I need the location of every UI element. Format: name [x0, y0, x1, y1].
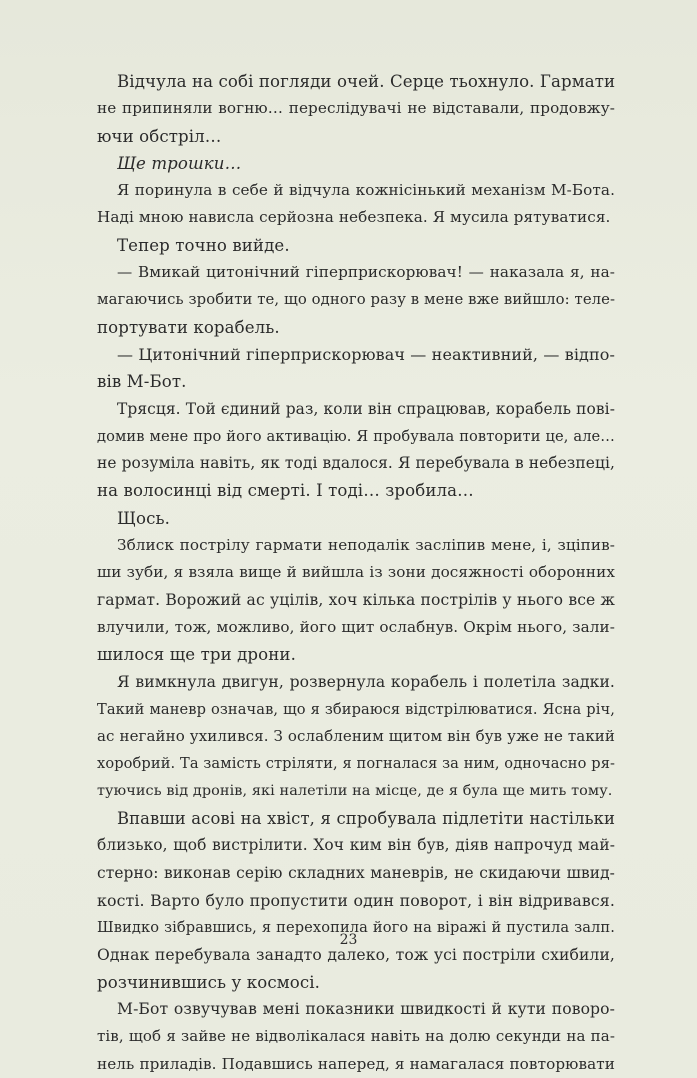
text-line: нель приладів. Подавшись наперед, я намагалася повторювати — [97, 1054, 615, 1073]
text-line: ючи обстріл… — [97, 126, 222, 146]
text-line: — Вмикай цитонічний гіперприскорювач! — наказала я, на- — [117, 263, 615, 282]
text-line: гармат. Ворожий ас уцілів, хоч кілька пострілів у нього все ж — [97, 590, 615, 609]
text-line: магаючись зробити те, що одного разу в мене вже вийшло: теле- — [97, 291, 615, 309]
text-line: близько, щоб вистрілити. Хоч ким він був, діяв напрочуд май- — [97, 836, 615, 855]
text-line: ши зуби, я взяла вище й вийшла із зони досяжності оборонних — [97, 563, 615, 582]
text-line: Відчула на собі погляди очей. Серце тьохнуло. Гармати — [117, 72, 615, 91]
text-line: Тепер точно вийде. — [117, 235, 290, 255]
text-line: Впавши асові на хвіст, я спробувала підлетіти настільки — [117, 809, 615, 829]
text-line: тів, щоб я зайве не відволікалася навіть на долю секунди на па- — [97, 1027, 615, 1046]
text-line: ас негайно ухилився. З ослабленим щитом він був уже не такий — [97, 727, 615, 746]
text-line: стерно: виконав серію складних маневрів, не скидаючи швид- — [97, 863, 615, 882]
text-line: влучили, тож, можливо, його щит ослабнув. Окрім нього, зали- — [97, 617, 615, 636]
text-line: портувати корабель. — [97, 317, 280, 337]
text-line: домив мене про його активацію. Я пробувала повторити це, але… — [97, 427, 615, 445]
text-line: Я поринула в себе й відчула кожнісінький механізм М-Бота. — [117, 181, 615, 200]
text-line: — Цитонічний гіперприскорювач — неактивний, — відпо- — [117, 344, 615, 364]
text-line: Однак перебувала занадто далеко, тож усі постріли схибили, — [97, 945, 615, 964]
body-text — [97, 68, 615, 1078]
text-line: Швидко зібравшись, я перехопила його на віражі й пустила залп. — [97, 919, 615, 937]
text-line: туючись від дронів, які налетіли на місце, де я була ще мить тому. — [97, 782, 613, 799]
text-line: Трясця. Той єдиний раз, коли він спрацював, корабель пові- — [117, 399, 615, 418]
text-line: Щось. — [117, 508, 171, 528]
text-line: кості. Варто було пропустити один поворот, і він відривався. — [97, 890, 615, 910]
text-line: на волосинці від смерті. І тоді… зробила… — [97, 481, 474, 501]
text-line: не розуміла навіть, як тоді вдалося. Я перебувала в небезпеці, — [97, 454, 615, 473]
text-line: Я вимкнула двигун, розвернула корабель і полетіла задки. — [117, 672, 615, 691]
text-line: Ще трошки… — [117, 153, 242, 173]
text-line: хоробрий. Та замість стріляти, я погналася за ним, одночасно ря- — [97, 755, 615, 773]
text-line: Такий маневр означав, що я збираюся відстрілюватися. Ясна річ, — [97, 700, 615, 718]
text-line: вів М-Бот. — [97, 372, 187, 392]
text-line: шилося ще три дрони. — [97, 645, 296, 665]
text-line: М-Бот озвучував мені показники швидкості й кути поворо- — [117, 1000, 615, 1019]
text-line: не припиняли вогню… переслідувачі не відставали, продовжу- — [97, 99, 615, 118]
page-number: 23 — [339, 932, 358, 948]
text-line: Зблиск пострілу гармати неподалік засліпив мене, і, зціпив- — [117, 536, 615, 555]
text-line: Наді мною нависла серйозна небезпека. Я мусила рятуватися. — [97, 208, 611, 227]
text-line: розчинившись у космосі. — [97, 972, 321, 992]
